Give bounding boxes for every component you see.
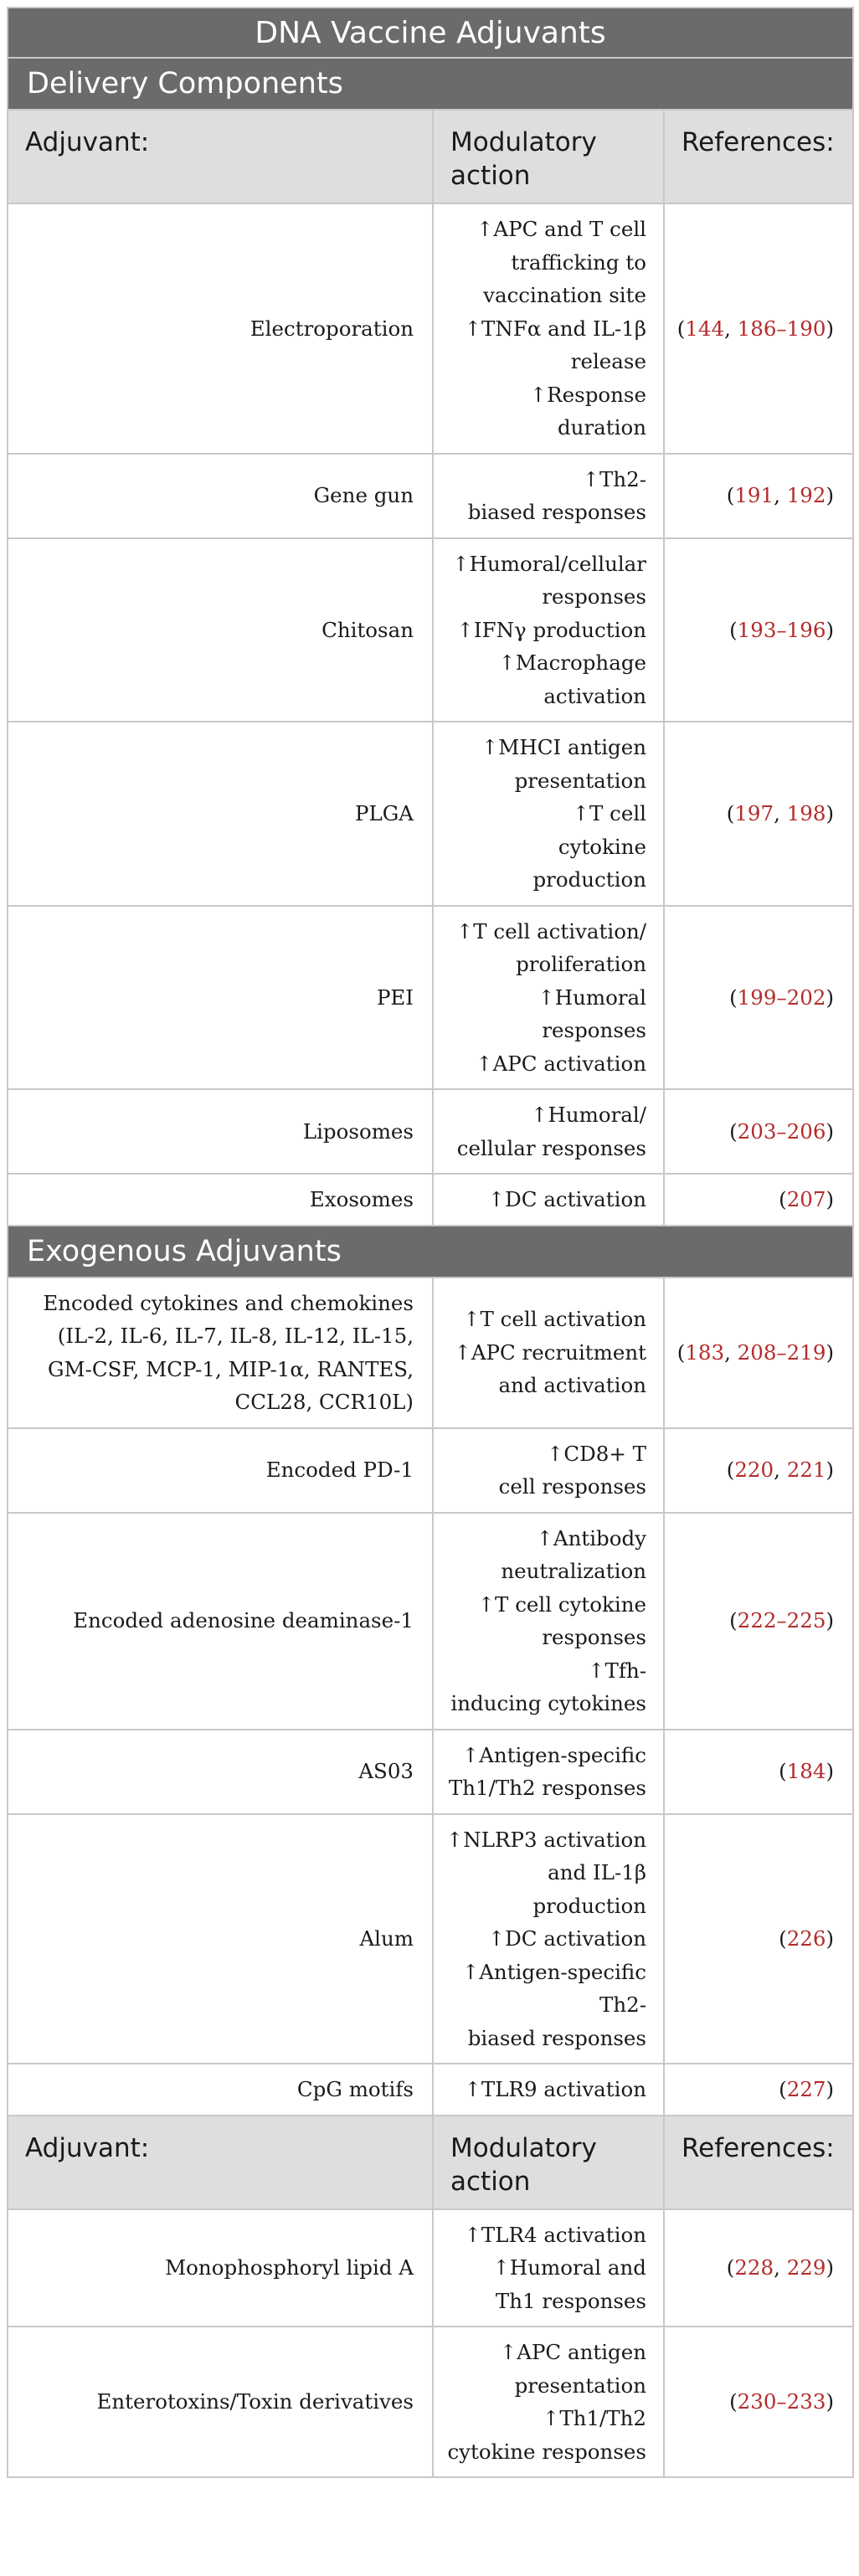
reference-link[interactable]: 221 — [786, 1458, 826, 1483]
reference-link[interactable]: 229 — [786, 2255, 826, 2280]
table-row — [8, 454, 853, 538]
text-line: Chitosan — [321, 617, 414, 642]
reference-separator: , — [774, 1458, 787, 1483]
table-row — [8, 906, 853, 1090]
text-line: responses — [542, 1625, 646, 1649]
references-cell: (226) — [664, 1814, 853, 2064]
references-cell: (222–225) — [664, 1513, 853, 1730]
section-heading-row — [8, 1226, 853, 1278]
modulatory-action-cell — [433, 203, 664, 454]
text-line: production — [532, 867, 646, 892]
adjuvant-cell — [8, 2327, 433, 2477]
text-line: ↑Tfh- — [588, 1658, 646, 1683]
reference-link[interactable]: 186–190 — [737, 316, 826, 341]
text-line: ↑TLR9 activation — [464, 2077, 646, 2101]
adjuvant-cell — [8, 454, 433, 538]
reference-link[interactable]: 203–206 — [737, 1118, 826, 1144]
adjuvant-cell — [8, 203, 433, 454]
text-line: ↑IFNγ production — [456, 617, 646, 642]
modulatory-action-cell — [433, 454, 664, 538]
text-line: responses — [542, 1018, 646, 1042]
reference-separator: , — [774, 483, 787, 508]
text-line: CCL28, CCR10L) — [234, 1390, 414, 1414]
text-line: Enterotoxins/Toxin derivatives — [96, 2389, 414, 2414]
text-line: ↑Th2- — [582, 466, 646, 491]
text-line: ↑APC activation — [476, 1051, 646, 1076]
table-row — [8, 203, 853, 454]
text-line: vaccination site — [483, 283, 646, 307]
table-row — [8, 1513, 853, 1730]
references-cell: (144, 186–190) — [664, 203, 853, 454]
reference-link[interactable]: 230–233 — [737, 2389, 826, 2414]
text-line: neutralization — [501, 1559, 646, 1583]
text-line: PLGA — [354, 801, 414, 825]
text-line: Alum — [359, 1926, 414, 1951]
text-line: (IL-2, IL-6, IL-7, IL-8, IL-12, IL-15, — [57, 1324, 414, 1348]
column-header-references: References: — [664, 2116, 853, 2209]
adjuvant-cell — [8, 1730, 433, 1814]
text-line: proliferation — [516, 952, 646, 976]
text-line: Electroporation — [249, 316, 414, 341]
section-heading: Exogenous Adjuvants — [8, 1226, 853, 1278]
text-line: Gene gun — [313, 483, 414, 508]
reference-link[interactable]: 228 — [734, 2255, 774, 2280]
text-line: ↑T cell activation/ — [455, 918, 646, 944]
text-line: Modulatory — [450, 127, 597, 157]
column-header-references: References: — [664, 110, 853, 203]
modulatory-action-cell — [433, 1513, 664, 1730]
table-row — [8, 1814, 853, 2064]
modulatory-action-cell — [433, 722, 664, 906]
column-header-adjuvant: Adjuvant: — [8, 110, 433, 203]
modulatory-action-cell — [433, 2209, 664, 2327]
text-line: action — [450, 161, 531, 191]
text-line: Monophosphoryl lipid A — [165, 2255, 414, 2280]
text-line: ↑Humoral and — [492, 2255, 646, 2280]
text-line: and activation — [498, 1373, 646, 1398]
text-line: ↑APC recruitment — [454, 1339, 646, 1365]
reference-separator: , — [774, 801, 787, 825]
modulatory-action-cell — [433, 2327, 664, 2477]
reference-link[interactable]: 207 — [786, 1187, 826, 1211]
references-cell: (183, 208–219) — [664, 1278, 853, 1428]
reference-link[interactable]: 193–196 — [737, 617, 826, 642]
modulatory-action-cell — [433, 1814, 664, 2064]
table-row — [8, 1174, 853, 1226]
text-line: biased responses — [467, 500, 646, 524]
adjuvant-cell — [8, 1174, 433, 1226]
table-row — [8, 1278, 853, 1428]
modulatory-action-cell — [433, 1730, 664, 1814]
table-row — [8, 722, 853, 906]
reference-separator: , — [724, 316, 738, 341]
adjuvant-cell — [8, 1428, 433, 1513]
text-line: AS03 — [358, 1759, 414, 1784]
text-line: inducing cytokines — [450, 1691, 646, 1715]
text-line: ↑TLR4 activation — [464, 2222, 646, 2247]
text-line: ↑T cell cytokine — [477, 1591, 646, 1617]
text-line: Encoded cytokines and chemokines — [43, 1290, 414, 1315]
text-line: CpG motifs — [296, 2077, 414, 2101]
reference-link[interactable]: 144 — [685, 316, 725, 341]
adjuvants-table — [7, 7, 854, 2478]
adjuvant-cell — [8, 1278, 433, 1428]
text-line: ↑Humoral/cellular — [452, 551, 646, 576]
adjuvant-cell — [8, 2209, 433, 2327]
text-line: Modulatory — [450, 2132, 597, 2163]
table-row — [8, 2209, 853, 2327]
text-line: ↑Antigen-specific — [461, 1742, 646, 1767]
text-line: Exosomes — [309, 1187, 414, 1211]
text-line: ↑DC activation — [487, 1187, 646, 1211]
reference-link[interactable]: 198 — [786, 801, 826, 825]
adjuvant-cell — [8, 1513, 433, 1730]
reference-link[interactable]: 197 — [734, 801, 774, 825]
adjuvant-cell — [8, 722, 433, 906]
column-header-row — [8, 2116, 853, 2209]
text-line: ↑T cell activation — [462, 1307, 646, 1332]
text-line: ↑Antigen-specific — [461, 1959, 646, 1984]
reference-link[interactable]: 199–202 — [737, 985, 826, 1010]
text-line: trafficking to — [511, 249, 646, 275]
text-line: ↑NLRP3 activation — [445, 1827, 646, 1852]
adjuvant-cell — [8, 1814, 433, 2064]
table-row — [8, 1428, 853, 1513]
reference-separator: , — [724, 1339, 738, 1365]
adjuvant-cell — [8, 2064, 433, 2116]
adjuvant-cell — [8, 1089, 433, 1174]
table-row — [8, 538, 853, 722]
column-header-action — [433, 110, 664, 203]
text-line: ↑CD8+ T — [546, 1441, 646, 1466]
references-cell: (193–196) — [664, 538, 853, 722]
text-line: ↑TNFα and IL-1β — [464, 316, 646, 341]
text-line: Th2- — [599, 1992, 646, 2017]
table-title-row — [8, 8, 853, 58]
references-cell: (203–206) — [664, 1089, 853, 1174]
text-line: ↑Antibody — [536, 1525, 646, 1550]
text-line: ↑Humoral — [538, 985, 646, 1010]
reference-link[interactable]: 192 — [786, 483, 826, 508]
section-heading: Delivery Components — [8, 58, 853, 110]
text-line: Encoded adenosine deaminase-1 — [73, 1608, 414, 1633]
text-line: cytokine responses — [447, 2439, 646, 2464]
text-line: Encoded PD-1 — [265, 1458, 414, 1483]
text-line: Th1/Th2 responses — [448, 1776, 646, 1800]
text-line: presentation — [514, 2373, 646, 2398]
text-line: ↑T cell — [572, 801, 646, 825]
table-title: DNA Vaccine Adjuvants — [8, 8, 853, 58]
reference-link[interactable]: 226 — [786, 1926, 826, 1951]
text-line: ↑APC antigen — [499, 2340, 646, 2364]
references-cell: (184) — [664, 1730, 853, 1814]
text-line: ↑Humoral/ — [530, 1103, 646, 1127]
reference-link[interactable]: 220 — [734, 1458, 774, 1483]
table-row — [8, 2327, 853, 2477]
references-cell: (191, 192) — [664, 454, 853, 538]
column-header-action — [433, 2116, 664, 2209]
section-heading-row — [8, 58, 853, 110]
adjuvant-cell — [8, 906, 433, 1090]
text-line: GM-CSF, MCP-1, MIP-1α, RANTES, — [47, 1356, 414, 1381]
references-cell: (197, 198) — [664, 722, 853, 906]
reference-link[interactable]: 184 — [786, 1759, 826, 1784]
text-line: PEI — [376, 985, 414, 1010]
table-row — [8, 2064, 853, 2116]
text-line: Liposomes — [302, 1118, 414, 1144]
modulatory-action-cell — [433, 2064, 664, 2116]
reference-separator: , — [774, 2255, 787, 2280]
references-cell: (220, 221) — [664, 1428, 853, 1513]
reference-link[interactable]: 208–219 — [737, 1339, 826, 1365]
references-cell: (227) — [664, 2064, 853, 2116]
text-line: ↑Th1/Th2 — [542, 2406, 646, 2430]
reference-link[interactable]: 222–225 — [737, 1608, 826, 1633]
column-header-adjuvant: Adjuvant: — [8, 2116, 433, 2209]
references-cell: (228, 229) — [664, 2209, 853, 2327]
table-body — [8, 8, 853, 2477]
text-line: action — [450, 2166, 531, 2197]
text-line: ↑MHCI antigen — [481, 735, 646, 759]
modulatory-action-cell — [433, 1174, 664, 1226]
reference-link[interactable]: 191 — [734, 483, 774, 508]
text-line: biased responses — [467, 2025, 646, 2050]
text-line: cell responses — [498, 1474, 646, 1499]
text-line: release — [570, 349, 646, 373]
adjuvant-cell — [8, 538, 433, 722]
column-header-row — [8, 110, 853, 203]
text-line: responses — [542, 584, 646, 609]
reference-link[interactable]: 183 — [685, 1339, 725, 1365]
modulatory-action-cell — [433, 906, 664, 1090]
text-line: activation — [543, 683, 646, 708]
text-line: production — [532, 1893, 646, 1918]
modulatory-action-cell — [433, 1089, 664, 1174]
references-cell: (207) — [664, 1174, 853, 1226]
text-line: and IL-1β — [548, 1860, 646, 1884]
references-cell: (230–233) — [664, 2327, 853, 2477]
text-line: ↑Macrophage — [498, 650, 646, 675]
text-line: presentation — [514, 768, 646, 793]
modulatory-action-cell — [433, 1428, 664, 1513]
text-line: ↑APC and T cell — [476, 217, 646, 241]
modulatory-action-cell — [433, 1278, 664, 1428]
reference-link[interactable]: 227 — [786, 2077, 826, 2101]
text-line: ↑Response duration — [529, 382, 646, 440]
modulatory-action-cell — [433, 538, 664, 722]
table-row — [8, 1089, 853, 1174]
table-row — [8, 1730, 853, 1814]
text-line: cytokine — [558, 834, 646, 859]
references-cell: (199–202) — [664, 906, 853, 1090]
text-line: ↑DC activation — [487, 1926, 646, 1951]
text-line: Th1 responses — [495, 2288, 646, 2313]
text-line: cellular responses — [456, 1135, 646, 1160]
